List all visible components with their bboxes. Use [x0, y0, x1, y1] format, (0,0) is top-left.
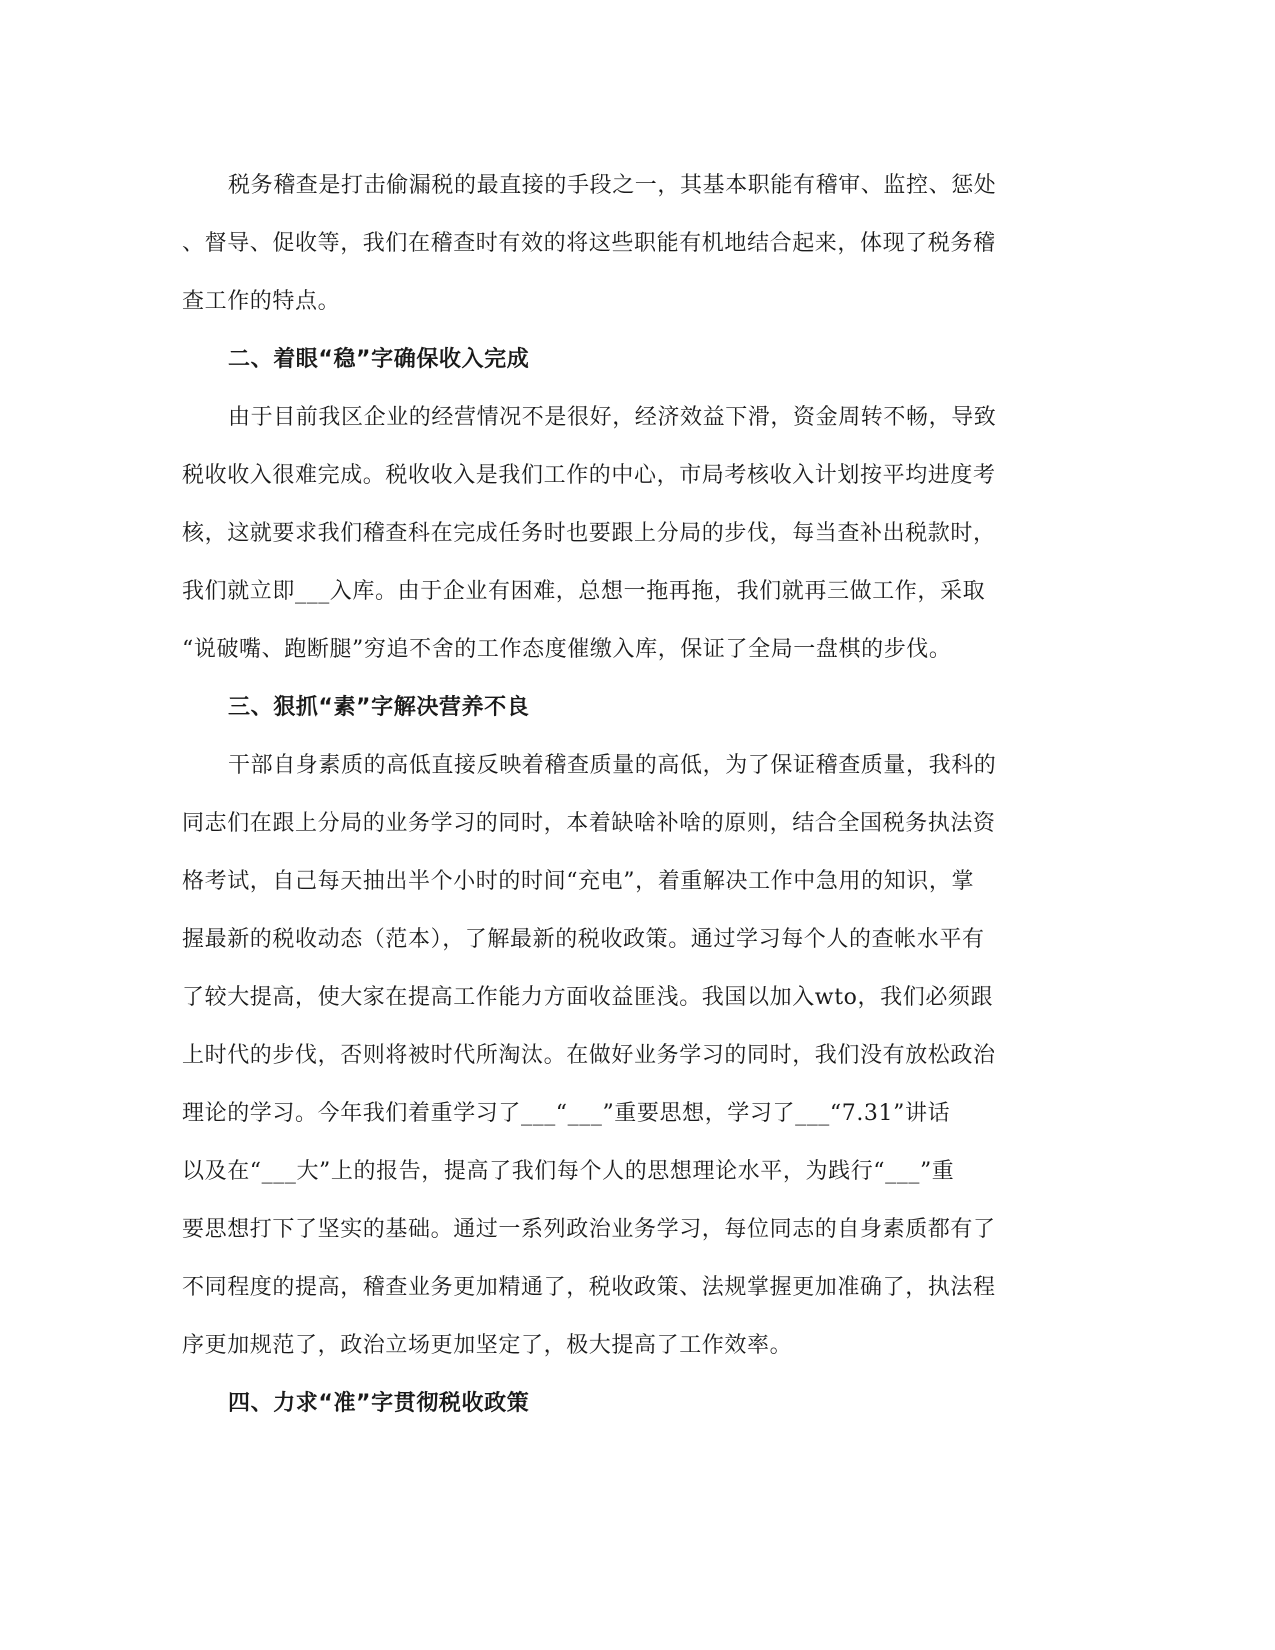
paragraph-line: 要思想打下了坚实的基础。通过一系列政治业务学习，每位同志的自身素质都有了	[182, 1217, 996, 1242]
paragraph-line: 由于目前我区企业的经营情况不是很好，经济效益下滑，资金周转不畅，导致	[228, 405, 997, 430]
paragraph-line: 了较大提高，使大家在提高工作能力方面收益匪浅。我国以加入wto，我们必须跟	[182, 985, 994, 1010]
paragraph-line: 序更加规范了，政治立场更加坚定了，极大提高了工作效率。	[182, 1333, 793, 1358]
document-body	[182, 165, 1042, 1441]
paragraph-line: 不同程度的提高，稽查业务更加精通了，税收政策、法规掌握更加准确了，执法程	[182, 1275, 996, 1300]
paragraph-line: 以及在“___大”上的报告，提高了我们每个人的思想理论水平，为践行“___”重	[182, 1159, 955, 1184]
paragraph-line: 理论的学习。今年我们着重学习了___“___”重要思想，学习了___“7.31”讲话	[182, 1101, 951, 1126]
paragraph-line: 干部自身素质的高低直接反映着稽查质量的高低，为了保证稽查质量，我科的	[228, 753, 997, 778]
paragraph-line: 我们就立即___入库。由于企业有困难，总想一拖再拖，我们就再三做工作，采取	[182, 579, 986, 604]
section-heading: 四、力求“准”字贯彻税收政策	[228, 1391, 530, 1416]
paragraph-line: 查工作的特点。	[182, 289, 341, 314]
paragraph-line: 同志们在跟上分局的业务学习的同时，本着缺啥补啥的原则，结合全国税务执法资	[182, 811, 996, 836]
paragraph-line: 核，这就要求我们稽查科在完成任务时也要跟上分局的步伐，每当查补出税款时，	[182, 521, 996, 546]
paragraph-line: “说破嘴、跑断腿”穷追不舍的工作态度催缴入库，保证了全局一盘棋的步伐。	[182, 637, 952, 662]
paragraph-line: 握最新的税收动态（范本），了解最新的税收政策。通过学习每个人的查帐水平有	[182, 927, 985, 952]
paragraph-line: 税收收入很难完成。税收收入是我们工作的中心，市局考核收入计划按平均进度考	[182, 463, 996, 488]
paragraph-line: 税务稽查是打击偷漏税的最直接的手段之一，其基本职能有稽审、监控、惩处	[228, 173, 997, 198]
paragraph-line: 上时代的步伐，否则将被时代所淘汰。在做好业务学习的同时，我们没有放松政治	[182, 1043, 996, 1068]
paragraph-line: 格考试，自己每天抽出半个小时的时间“充电”，着重解决工作中急用的知识，掌	[182, 869, 975, 894]
section-heading: 三、狠抓“素”字解决营养不良	[228, 695, 530, 720]
paragraph-line: 、督导、促收等，我们在稽查时有效的将这些职能有机地结合起来，体现了税务稽	[182, 231, 996, 256]
section-heading: 二、着眼“稳”字确保收入完成	[228, 347, 530, 372]
